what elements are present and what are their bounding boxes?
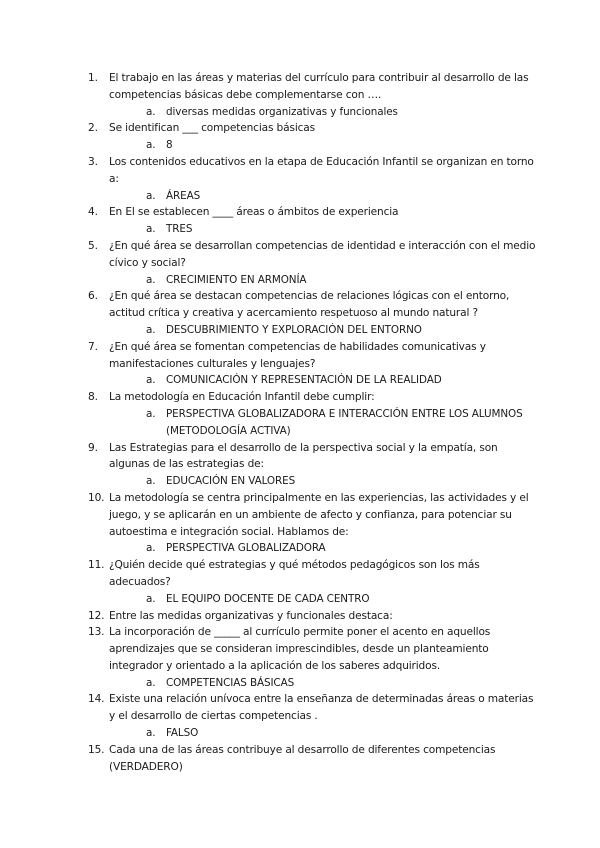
answer-text: FALSO — [166, 727, 199, 740]
answer-text: COMUNICACIÓN Y REPRESENTACIÓN DE LA REALIDAD — [166, 374, 442, 387]
answer-marker: a. — [146, 592, 156, 605]
question-number: 9. — [88, 441, 98, 454]
question-number: 7. — [88, 340, 98, 353]
answer-item — [109, 725, 538, 742]
question-item — [88, 691, 538, 741]
answer-text: diversas medidas organizativas y funcionales — [166, 105, 398, 118]
answer-text: DESCUBRIMIENTO Y EXPLORACIÓN DEL ENTORNO — [166, 323, 422, 336]
question-number: 8. — [88, 391, 98, 404]
answer-item — [109, 372, 538, 389]
answer-item — [109, 272, 538, 289]
question-item — [88, 204, 538, 238]
answer-text: CRECIMIENTO EN ARMONÍA — [166, 273, 307, 286]
question-number: 3. — [88, 155, 98, 168]
question-item — [88, 389, 538, 439]
question-number: 4. — [88, 206, 98, 219]
question-number: 14. — [88, 693, 105, 706]
question-number: 10. — [88, 491, 105, 504]
question-item — [88, 339, 538, 389]
question-number: 11. — [88, 559, 105, 572]
answer-item — [109, 406, 538, 440]
answer-text: 8 — [166, 139, 173, 152]
question-item — [88, 120, 538, 154]
question-number: 12. — [88, 609, 105, 622]
question-text: El trabajo en las áreas y materias del currículo para contribuir al desarrollo de las competencias básicas debe complementarse con …. — [109, 72, 529, 101]
answer-marker: a. — [146, 105, 156, 118]
question-number: 1. — [88, 72, 98, 84]
answer-marker: a. — [146, 407, 156, 420]
question-item — [88, 608, 538, 625]
question-text: Las Estrategias para el desarrollo de la perspectiva social y la empatía, son algunas de las estrategias de: — [109, 441, 498, 471]
question-item — [88, 557, 538, 607]
answer-text: TRES — [166, 223, 193, 236]
question-number: 2. — [88, 122, 98, 135]
question-item — [88, 440, 538, 490]
question-text: Se identifican ___ competencias básicas — [109, 122, 315, 135]
question-item — [88, 238, 538, 288]
answer-item — [109, 675, 538, 692]
answer-marker: a. — [146, 676, 156, 689]
question-text: La incorporación de _____ al currículo permite poner el acento en aquellos aprendizajes que se consideran imprescindibles, desde un planteamiento integrador y orientado a la aplicación de los saberes adquiridos. — [109, 626, 491, 672]
question-number: 13. — [88, 626, 105, 639]
question-text: Los contenidos educativos en la etapa de Educación Infantil se organizan en torno a: — [109, 155, 534, 185]
question-text: ¿Quién decide qué estrategias y qué métodos pedagógicos son los más adecuados? — [109, 559, 480, 588]
question-text: En El se establecen ____ áreas o ámbitos de experiencia — [109, 206, 399, 219]
answer-item — [109, 188, 538, 205]
answer-item — [109, 591, 538, 608]
answer-item — [109, 137, 538, 154]
answer-marker: a. — [146, 223, 156, 236]
answer-text: PERSPECTIVA GLOBALIZADORA — [166, 542, 326, 555]
question-text: ¿En qué área se desarrollan competencias de identidad e interacción con el medio cívico y social? — [109, 239, 536, 269]
answer-marker: a. — [146, 139, 156, 152]
question-item — [88, 70, 538, 120]
answer-marker: a. — [146, 323, 156, 336]
question-number: 15. — [88, 743, 105, 756]
question-text: Entre las medidas organizativas y funcionales destaca: — [109, 609, 393, 622]
answer-item — [109, 473, 538, 490]
answer-text: EDUCACIÓN EN VALORES — [166, 475, 296, 488]
answer-item — [109, 322, 538, 339]
question-text: Existe una relación unívoca entre la enseñanza de determinadas áreas o materias y el desarrollo de ciertas competencias . — [109, 693, 534, 723]
answer-text: EL EQUIPO DOCENTE DE CADA CENTRO — [166, 592, 370, 605]
question-item — [88, 154, 538, 204]
answer-marker: a. — [146, 475, 156, 488]
question-list — [88, 70, 538, 775]
answer-text: COMPETENCIAS BÁSICAS — [166, 676, 295, 689]
answer-marker: a. — [146, 542, 156, 555]
answer-marker: a. — [146, 727, 156, 740]
question-number: 6. — [88, 290, 98, 303]
question-item — [88, 624, 538, 691]
question-item — [88, 490, 538, 557]
answer-marker: a. — [146, 374, 156, 387]
question-number: 5. — [88, 239, 98, 252]
question-text: ¿En qué área se fomentan competencias de habilidades comunicativas y manifestaciones culturales y lenguajes? — [109, 340, 486, 370]
question-text: ¿En qué área se destacan competencias de relaciones lógicas con el entorno, actitud crítica y creativa y acercamiento respetuoso al mundo natural ? — [109, 290, 510, 320]
answer-text: PERSPECTIVA GLOBALIZADORA E INTERACCIÓN ENTRE LOS ALUMNOS (METODOLOGÍA ACTIVA) — [166, 407, 523, 437]
answer-text: ÁREAS — [166, 189, 201, 202]
answer-marker: a. — [146, 189, 156, 202]
question-item — [88, 288, 538, 338]
question-text: La metodología en Educación Infantil debe cumplir: — [109, 391, 375, 404]
question-text: La metodología se centra principalmente en las experiencias, las actividades y el juego, y se aplicarán en un ambiente de afecto y confianza, para potenciar su autoestima e integración social. Hablamos de: — [109, 491, 529, 538]
answer-item — [109, 540, 538, 557]
question-text: Cada una de las áreas contribuye al desarrollo de diferentes competencias (VERDADERO) — [109, 743, 496, 773]
answer-item — [109, 104, 538, 121]
question-item — [88, 742, 538, 776]
answer-item — [109, 221, 538, 238]
answer-marker: a. — [146, 273, 156, 286]
